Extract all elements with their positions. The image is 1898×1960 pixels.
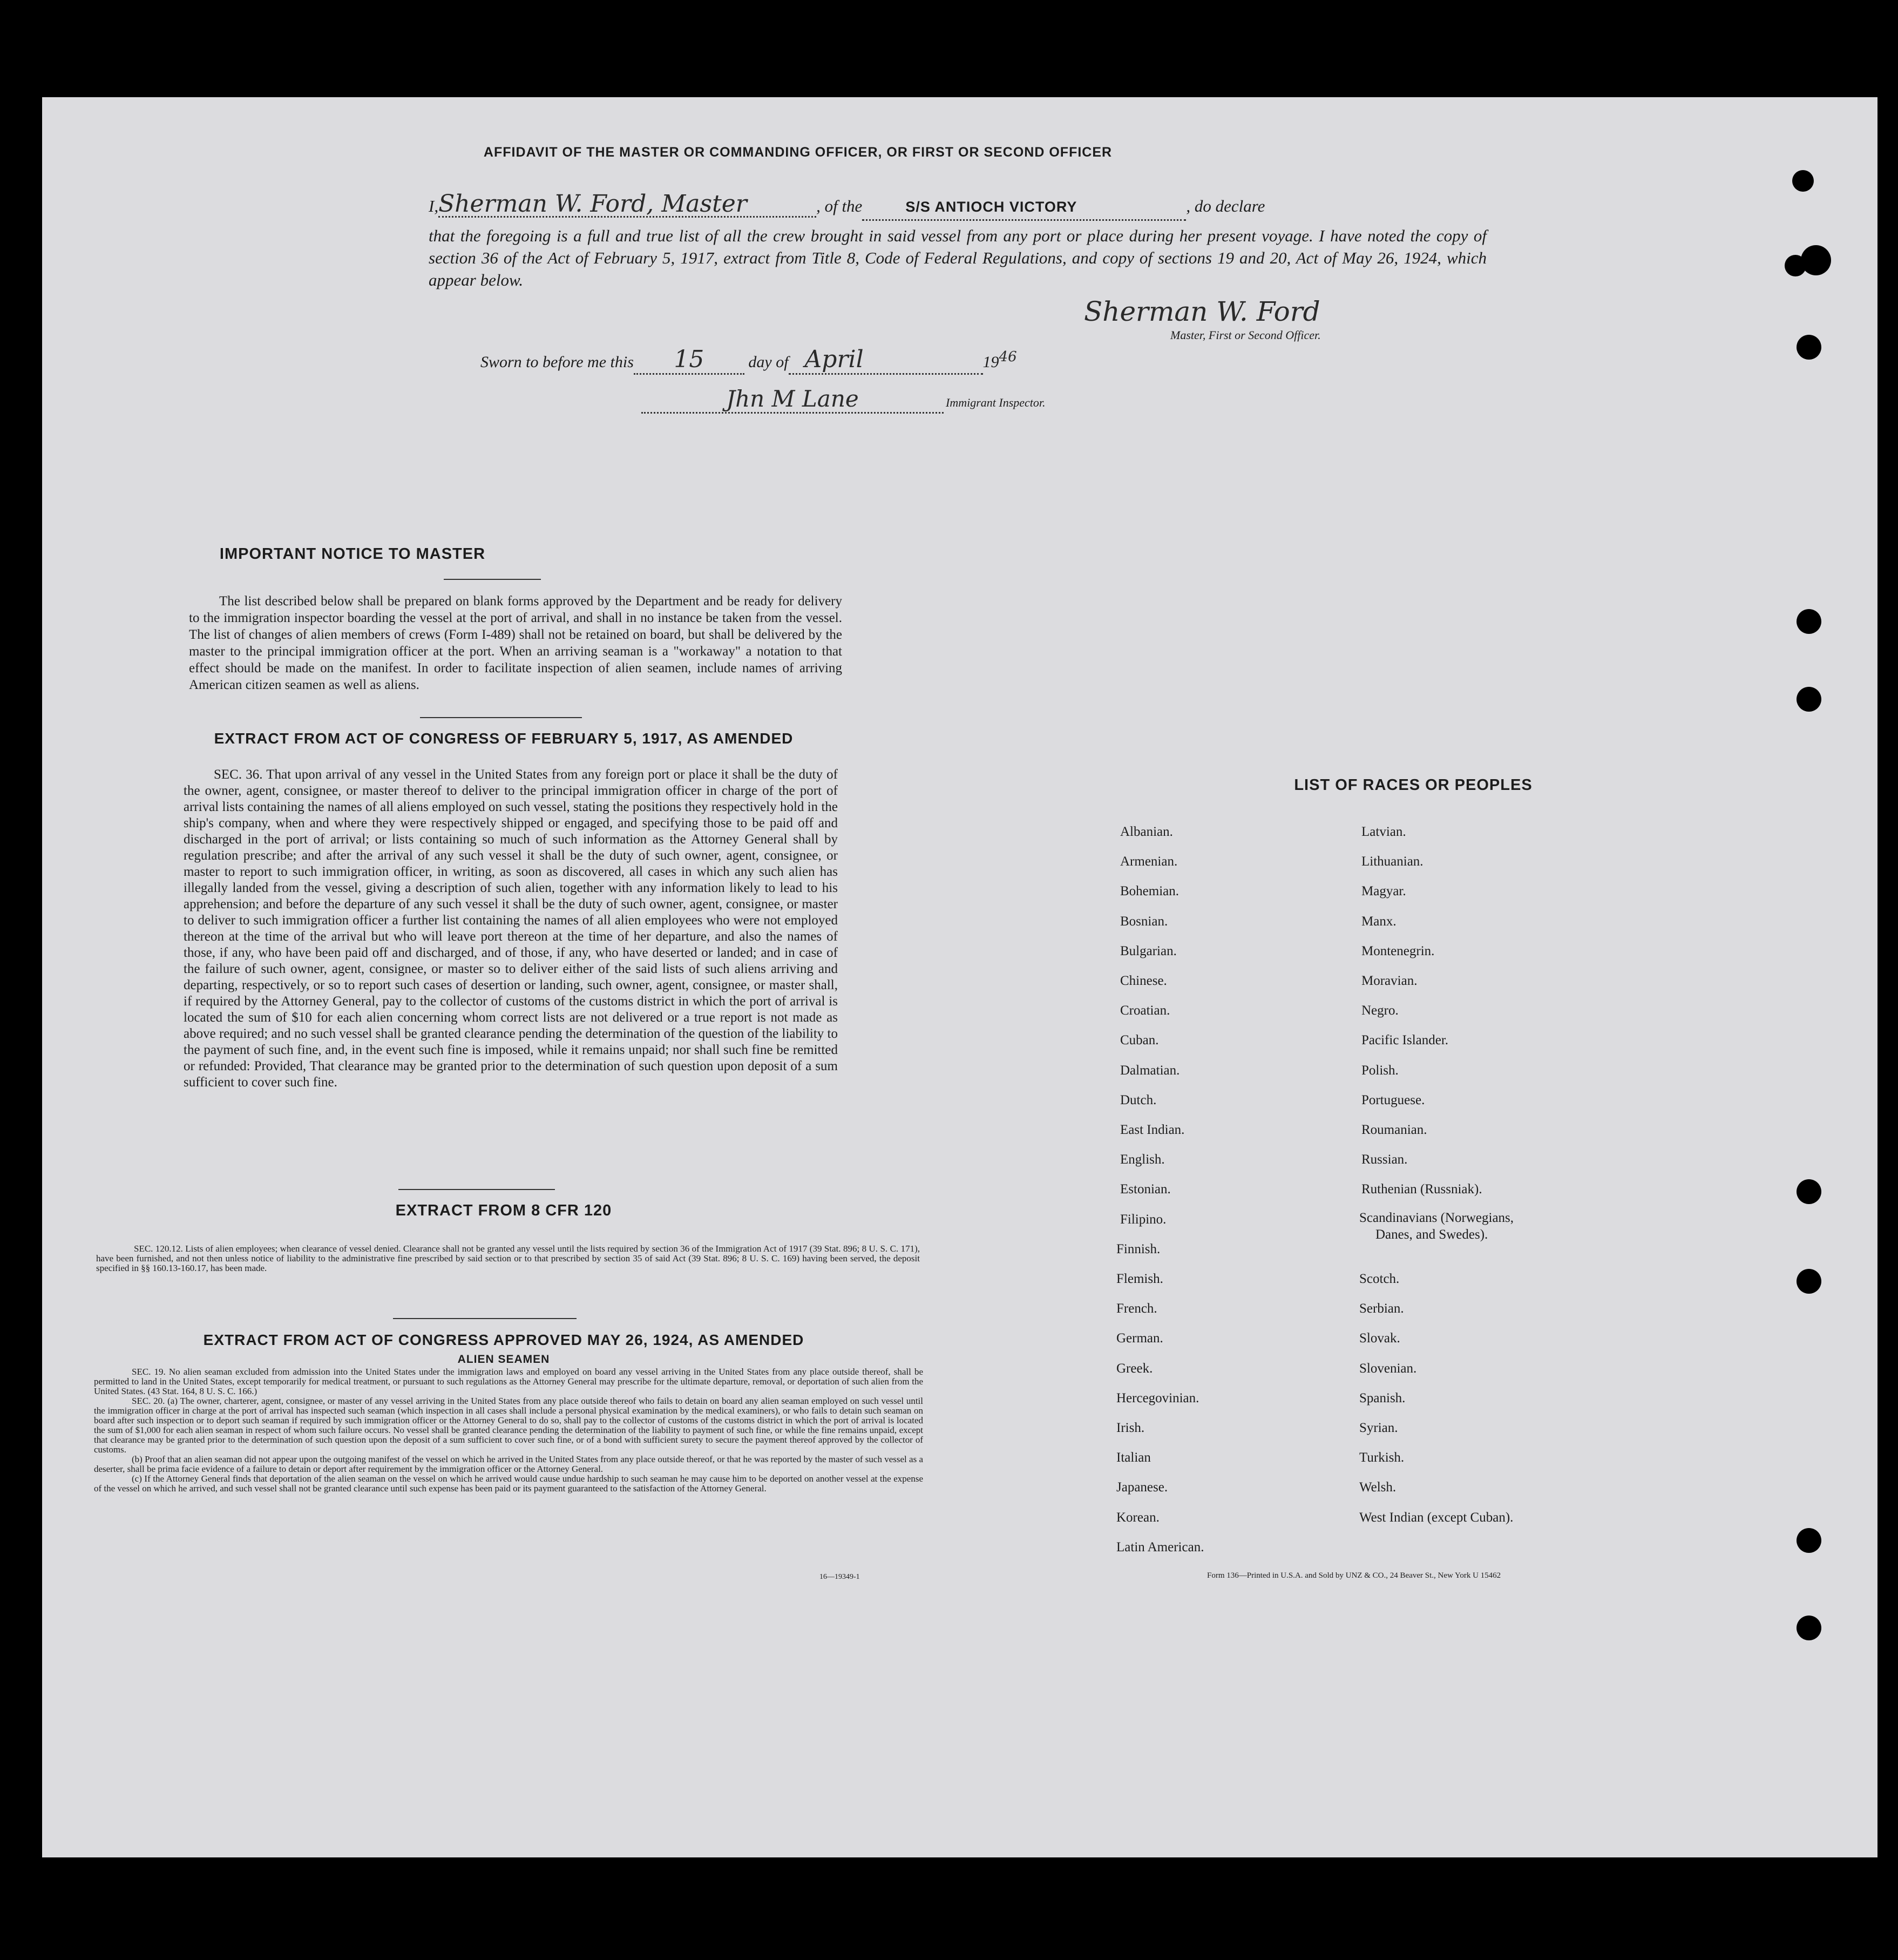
races-title: LIST OF RACES OR PEOPLES xyxy=(1294,776,1533,794)
race-item: English. xyxy=(1120,1152,1165,1167)
extract-cfr-text: SEC. 120.12. Lists of alien employees; when clearance of vessel denied. Clearance shall not be granted any vessel until the lists required by section 36 of the Immigration Act of 1917 (39 Stat. 896; 8 U. S. C. 171), have been furnished, and not then unless notice of liability to the administrative fine prescribed by said section or to that prescribed by section 35 of said Act (39 Stat. 896; 8 U. S. C. 169) having been served, the deposit specified in §§ 160.13-160.17, has been made. xyxy=(96,1243,920,1273)
race-item: Albanian. xyxy=(1120,824,1173,839)
master-signature: Sherman W. Ford xyxy=(1084,296,1320,327)
race-item: Negro. xyxy=(1361,1003,1399,1018)
extract-1917-title: EXTRACT FROM ACT OF CONGRESS OF FEBRUARY 5, 1917, AS AMENDED xyxy=(214,730,794,747)
sec20a-text: SEC. 20. (a) The owner, charterer, agent, consignee, or master of any vessel arriving in the United States from any place outside thereof who fails to detain on board any alien seaman employed on such vessel until the immigration officer in charge at the port of arrival has inspected such seaman (which inspection in all cases shall include a personal physical examination by the medical examiners), or who fails to detain such seaman on board after such inspection or to deport such seaman if required by such immigration officer or the Attorney General to do so, shall pay to the collector of customs of the customs district in which the port of arrival is located the sum of $1,000 for each alien seaman in respect of whom such failure occurs. No vessel shall be granted clearance pending the determination of the liability to payment of such fine, or while the fine remains unpaid, except that clearance may be granted prior to the determination of such question upon the deposit of a sum sufficient to cover such fine, or of a bond with sufficient surety to secure the payment thereof approved by the collector of customs. xyxy=(94,1396,923,1455)
race-item: Roumanian. xyxy=(1361,1123,1427,1137)
race-item: German. xyxy=(1116,1331,1163,1346)
sworn-line xyxy=(480,346,1017,375)
race-item: Magyar. xyxy=(1361,884,1406,899)
race-item: Slovak. xyxy=(1359,1331,1400,1346)
inspector-line xyxy=(641,386,1046,414)
printer-footer: Form 136—Printed in U.S.A. and Sold by UNZ & CO., 24 Beaver St., New York U 15462 xyxy=(1207,1571,1501,1580)
race-item: Korean. xyxy=(1116,1510,1160,1525)
divider xyxy=(444,579,541,580)
form-sheet xyxy=(42,97,1877,1857)
race-item: Croatian. xyxy=(1120,1003,1170,1018)
race-item: Dutch. xyxy=(1120,1092,1157,1107)
race-item: Latvian. xyxy=(1361,824,1406,839)
race-item: Danes, and Swedes). xyxy=(1375,1227,1488,1242)
race-item: Bulgarian. xyxy=(1120,943,1177,958)
punch-hole xyxy=(1797,1179,1821,1204)
race-item: Bohemian. xyxy=(1120,884,1180,899)
year-suffix: 46 xyxy=(999,349,1017,365)
race-item: Hercegovinian. xyxy=(1116,1390,1199,1405)
declaration-body: that the foregoing is a full and true list of all the crew brought in said vessel from any port or place during her present voyage. I have noted the copy of section 36 of the Act of February 5, 1917, extract from Title 8, Code of Federal Regulations, and copy of sections 19 and 20, Act of May 26, 1924, which appear below. xyxy=(429,226,1487,289)
race-item: Spanish. xyxy=(1359,1390,1406,1405)
of-the-label: , of the xyxy=(816,197,863,215)
race-item: Bosnian. xyxy=(1120,914,1168,929)
race-item: Pacific Islander. xyxy=(1361,1033,1449,1048)
extract-1917-text: SEC. 36. That upon arrival of any vessel in the United States from any foreign port or place it shall be the duty of the owner, agent, consignee, or master thereof to deliver to the principal immigration officer in charge of the port of arrival lists containing the names of all aliens employed on such vessel, stating the positions they respectively hold in the ship's company, when and where they were respectively shipped or engaged, and specifying those to be paid off and discharged in the port of arrival; or lists containing so much of such information as the Attorney General shall by regulation prescribe; and after the arrival of any such vessel it shall be the duty of such owner, agent, consignee, or master to report to such immigration officer, in writing, as soon as discovered, all cases in which any such alien has illegally landed from the vessel, giving a description of such alien, together with any information likely to lead to his apprehension; and before the departure of any such vessel it shall be the duty of such owner, agent, consignee, or master to deliver to such immigration officer a further list containing the names of all alien employees who were not employed thereon at the time of the arrival but who will leave port thereon at the time of her departure, and also the names of those, if any, who have been paid off and discharged, and of those, if any, who have deserted or landed; and in case of the failure of such owner, agent, consignee, or master so to deliver either of the said lists of such aliens arriving and departing, respectively, or so to report such cases of desertion or landing, such owner, agent, consignee, or master shall, if required by the Attorney General, pay to the collector of customs of the customs district in which the port of arrival is located the sum of $10 for each alien concerning whom correct lists are not delivered or a true report is not made as above required; and no such vessel shall be granted clearance pending the determination of the question of the liability to the payment of such fine, and, in the event such fine is imposed, while it remains unpaid; nor shall such fine be remitted or refunded: Provided, That clearance may be granted prior to the determination of such question upon deposit of a sum sufficient to cover such fine. xyxy=(184,767,838,1090)
race-item: East Indian. xyxy=(1120,1123,1185,1137)
do-declare-label: , do declare xyxy=(1186,197,1265,215)
punch-hole xyxy=(1797,1616,1821,1640)
race-item: Dalmatian. xyxy=(1120,1063,1180,1078)
punch-hole xyxy=(1797,687,1821,712)
vessel-name: S/S ANTIOCH VICTORY xyxy=(905,199,1077,215)
race-item: Scandinavians (Norwegians, xyxy=(1359,1210,1514,1225)
sec20c-text: (c) If the Attorney General finds that deportation of the alien seaman on the vessel on which he arrived would cause undue hardship to such seaman he may cause him to be deported on another vessel at the expense of the vessel on which he arrived, and such vessel shall not be granted clearance until such expense has been paid or its payment guaranteed to the satisfaction of the Attorney General. xyxy=(94,1474,923,1493)
sec19-text: SEC. 19. No alien seaman excluded from admission into the United States under the immigration laws and employed on board any vessel arriving in the United States from any place outside thereof, shall be permitted to land in the United States, except temporarily for medical treatment, or pursuant to such regulations as the Attorney General may prescribe for the ultimate departure, removal, or deportation of such alien from the United States. (43 Stat. 164, 8 U. S. C. 166.) xyxy=(94,1367,923,1396)
sworn-day-field: 15 xyxy=(634,346,744,375)
inspector-signature: Jhn M Lane xyxy=(641,386,944,414)
punch-hole xyxy=(1797,1269,1821,1294)
race-item: Russian. xyxy=(1361,1152,1408,1167)
divider xyxy=(393,1318,577,1319)
form-number: 16—19349-1 xyxy=(819,1573,860,1581)
punch-hole xyxy=(1797,1528,1821,1553)
master-name-field: Sherman W. Ford, Master xyxy=(438,192,816,218)
race-item: Polish. xyxy=(1361,1063,1399,1078)
race-item: Latin American. xyxy=(1116,1539,1204,1555)
race-item: Chinese. xyxy=(1120,974,1167,988)
race-item: Ruthenian (Russniak). xyxy=(1361,1182,1482,1197)
race-item: Turkish. xyxy=(1359,1450,1405,1465)
vessel-name-field xyxy=(862,194,1186,221)
extract-1924-title: EXTRACT FROM ACT OF CONGRESS APPROVED MAY 26, 1924, AS AMENDED xyxy=(203,1332,804,1348)
declaration-line xyxy=(429,192,1497,221)
race-item: Scotch. xyxy=(1359,1272,1400,1286)
i-prefix: I, xyxy=(429,197,439,215)
race-item: Finnish. xyxy=(1116,1241,1161,1256)
sworn-month-field: April xyxy=(789,346,983,375)
race-item: Greek. xyxy=(1116,1361,1153,1376)
extract-1924-subtitle: ALIEN SEAMEN xyxy=(457,1353,550,1366)
affidavit-title: AFFIDAVIT OF THE MASTER OR COMMANDING OFFICER, OR FIRST OR SECOND OFFICER xyxy=(483,145,1113,160)
inspector-caption: Immigrant Inspector. xyxy=(946,396,1046,409)
sworn-prefix: Sworn to before me this xyxy=(480,353,634,371)
race-item: French. xyxy=(1116,1301,1157,1316)
race-item: Japanese. xyxy=(1116,1480,1168,1495)
extract-1924-body xyxy=(94,1367,923,1493)
race-item: Italian xyxy=(1116,1450,1151,1465)
race-item: Moravian. xyxy=(1361,974,1418,988)
race-item: Welsh. xyxy=(1359,1480,1397,1495)
sec20b-text: (b) Proof that an alien seaman did not appear upon the outgoing manifest of the vessel on which he arrived in the United States from any place outside thereof, or that he was reported by the master of such vessel as a deserter, shall be prima facie evidence of a failure to detain or deport after requirement by the immigration officer or the Attorney General. xyxy=(94,1454,923,1474)
race-item: Lithuanian. xyxy=(1361,854,1424,869)
race-item: Manx. xyxy=(1361,914,1397,929)
notice-title: IMPORTANT NOTICE TO MASTER xyxy=(219,545,486,563)
race-item: Syrian. xyxy=(1359,1421,1398,1435)
race-item: Flemish. xyxy=(1116,1272,1163,1286)
extract-cfr-title: EXTRACT FROM 8 CFR 120 xyxy=(395,1202,612,1219)
race-item: Estonian. xyxy=(1120,1182,1171,1197)
punch-hole xyxy=(1801,245,1831,275)
punch-hole xyxy=(1797,335,1821,360)
divider xyxy=(420,717,582,718)
race-item: Filipino. xyxy=(1120,1212,1167,1227)
punch-hole xyxy=(1797,609,1821,634)
notice-text: The list described below shall be prepared on blank forms approved by the Department and be ready for delivery to the immigration inspector boarding the vessel at the port of arrival, and shall in no instance be taken from the vessel. The list of changes of alien members of crews (Form I-489) shall not be retained on board, but shall be delivered by the master to the principal immigration officer at the port. When an arriving seaman is a "workaway" a notation to that effect should be made on the manifest. In order to facilitate inspection of alien seamen, include names of arriving American citizen seamen as well as aliens. xyxy=(189,594,842,692)
race-item: Montenegrin. xyxy=(1361,943,1435,958)
race-item: West Indian (except Cuban). xyxy=(1359,1510,1514,1525)
race-item: Cuban. xyxy=(1120,1033,1159,1048)
day-of-label: day of xyxy=(748,353,789,371)
master-signature-caption: Master, First or Second Officer. xyxy=(1170,328,1321,342)
divider xyxy=(398,1189,555,1190)
race-item: Slovenian. xyxy=(1359,1361,1417,1376)
race-item: Portuguese. xyxy=(1361,1092,1425,1107)
punch-hole xyxy=(1792,170,1814,192)
race-item: Armenian. xyxy=(1120,854,1178,869)
year-prefix: 19 xyxy=(982,353,999,371)
race-item: Serbian. xyxy=(1359,1301,1404,1316)
race-item: Irish. xyxy=(1116,1421,1145,1435)
